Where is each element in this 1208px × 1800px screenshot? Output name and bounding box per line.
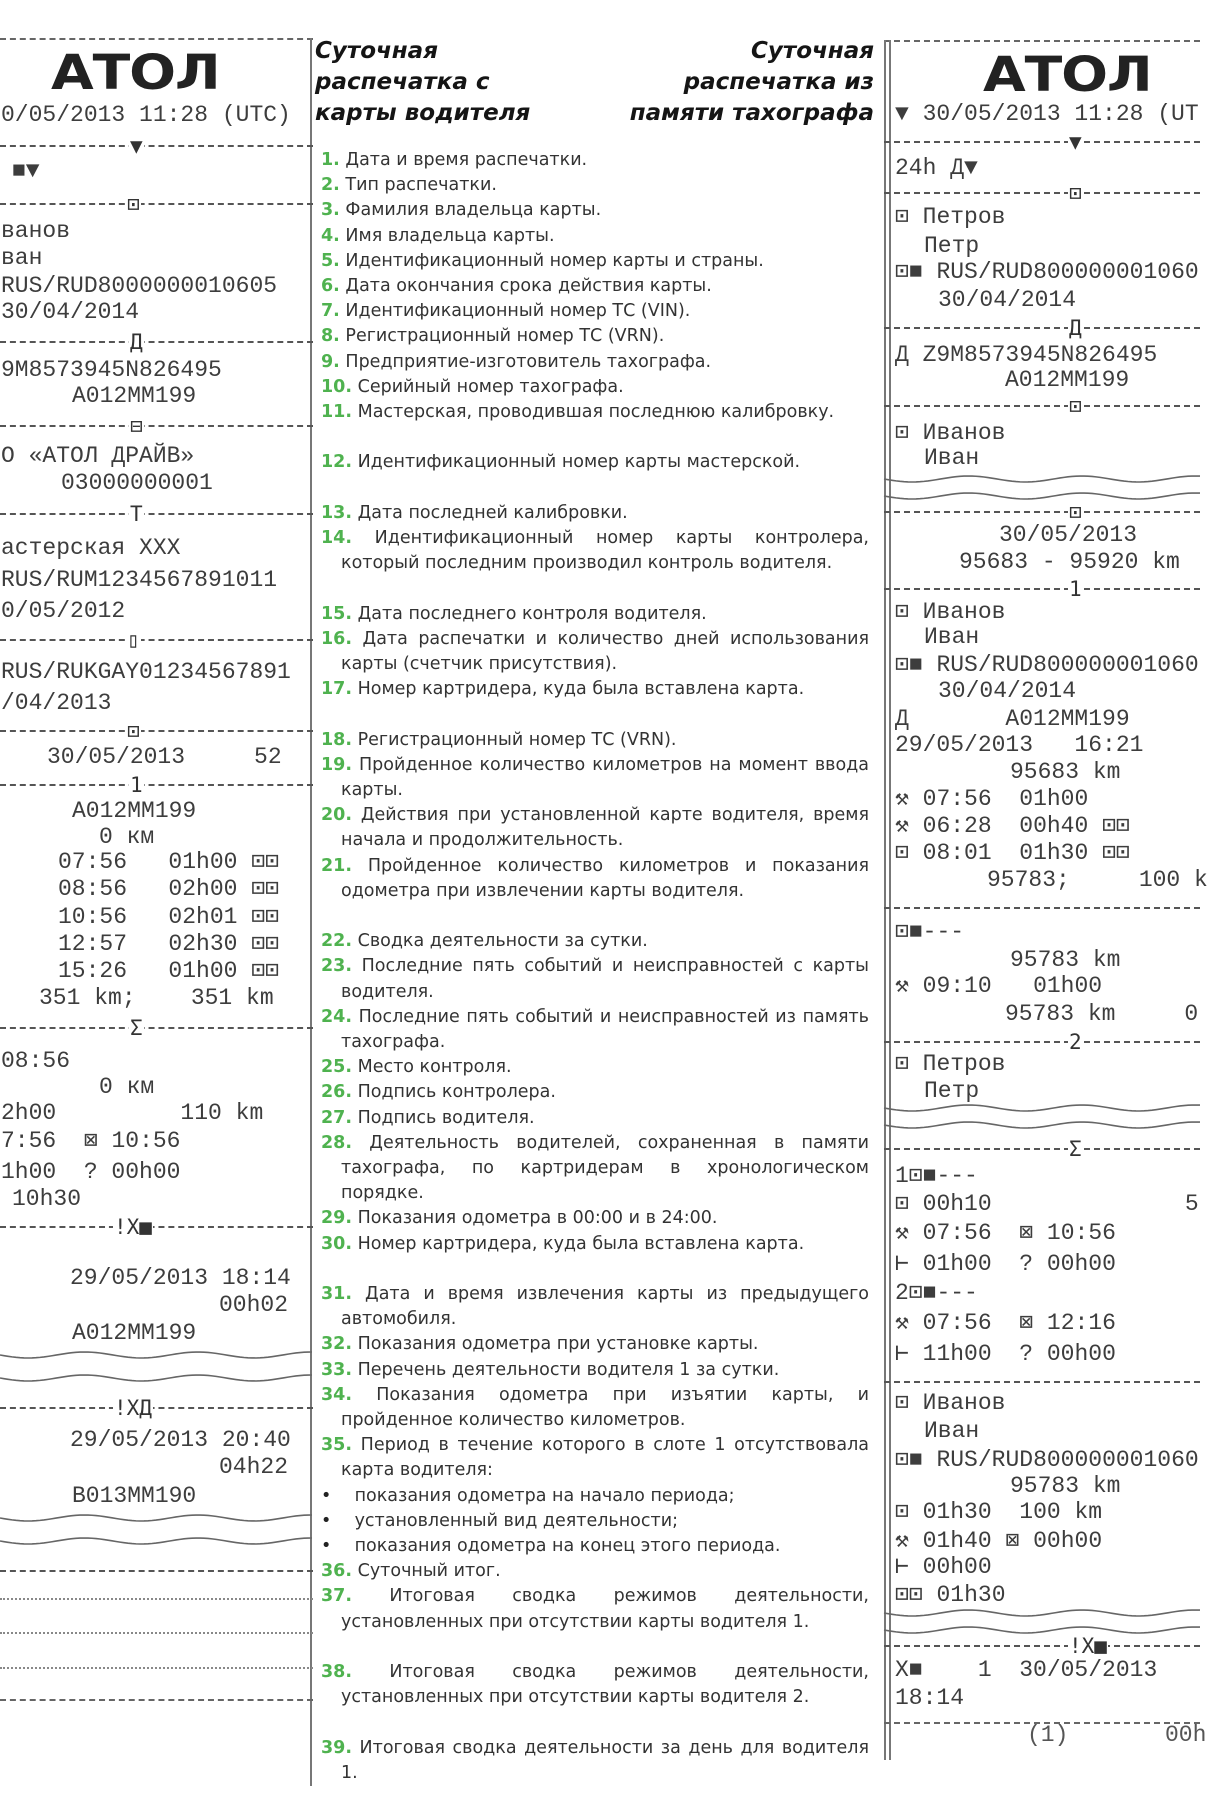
printout-line: 12:57 02h30 ⊡⊡ bbox=[58, 931, 279, 957]
printout-line: A012MM199 bbox=[72, 383, 197, 409]
legend-item bbox=[321, 1131, 869, 1207]
printout-line: 0/05/2012 bbox=[1, 598, 126, 624]
tear-edge bbox=[884, 40, 1200, 42]
section-separator bbox=[0, 134, 313, 158]
legend-item bbox=[321, 375, 869, 400]
legend-number: 28. bbox=[321, 1132, 353, 1153]
printout-line: ■▼ bbox=[12, 158, 40, 184]
tear-wave-line bbox=[884, 1120, 1200, 1130]
legend-text: Подпись контролера. bbox=[357, 1082, 556, 1103]
legend-item bbox=[321, 677, 869, 727]
legend-number: 22. bbox=[321, 931, 353, 952]
legend-item bbox=[321, 627, 869, 677]
legend-item bbox=[321, 1206, 869, 1231]
printout-line: 10:56 02h01 ⊡⊡ bbox=[58, 904, 279, 930]
section-separator bbox=[0, 1215, 313, 1239]
header-right-1: Суточная bbox=[751, 38, 874, 64]
legend-text: Показания одометра при изъятии карты, и пройденное количество километров. bbox=[341, 1384, 869, 1430]
legend-text: Деятельность водителей, сохраненная в памяти тахографа, по картридерам в хронологическом порядке. bbox=[341, 1132, 869, 1204]
section-symbol-icon: 1 bbox=[1069, 577, 1082, 601]
legend-number: 9. bbox=[321, 351, 340, 372]
legend-text: Последние пять событий и неисправностей с карты водителя. bbox=[341, 956, 869, 1002]
legend-number: 26. bbox=[321, 1082, 353, 1103]
printout-line: ⚒ 07:56 ⊠ 12:16 bbox=[895, 1310, 1116, 1336]
legend-text: Итоговая сводка режимов деятельности, установленных при отсутствии карты водителя 1. bbox=[341, 1586, 869, 1632]
printout-line: 24h Д▼ bbox=[895, 155, 978, 181]
printout-line: ⊡ 08:01 01h30 ⊡⊡ bbox=[895, 840, 1130, 866]
legend-item bbox=[321, 1282, 869, 1332]
legend-text: Итоговая сводка деятельности за день для водителя 1. bbox=[341, 1737, 869, 1783]
printout-line: 95683 - 95920 km bbox=[959, 549, 1180, 575]
legend-text: Показания одометра в 00:00 и в 24:00. bbox=[357, 1208, 718, 1229]
legend-item bbox=[321, 1584, 869, 1660]
legend-text: Регистрационный номер ТС (VRN). bbox=[357, 729, 677, 750]
legend-text: Суточный итог. bbox=[357, 1561, 501, 1582]
legend-text: Сводка деятельности за сутки. bbox=[357, 931, 648, 952]
legend-text: Идентификационный номер карты мастерской. bbox=[357, 452, 801, 473]
printout-line: ⚒ 06:28 00h40 ⊡⊡ bbox=[895, 813, 1130, 839]
tear-wave-line bbox=[884, 491, 1200, 501]
legend-item bbox=[321, 450, 869, 500]
legend-number: 5. bbox=[321, 250, 340, 271]
legend-item bbox=[321, 1005, 869, 1055]
legend-number: 31. bbox=[321, 1284, 353, 1304]
printout-line: 18:14 bbox=[895, 1685, 965, 1711]
legend-number: 17. bbox=[321, 679, 353, 700]
section-separator bbox=[884, 316, 1200, 340]
tear-wave-line bbox=[0, 1513, 313, 1523]
legend-item bbox=[321, 249, 869, 274]
section-separator bbox=[0, 502, 313, 526]
printout-line: 15:26 01h00 ⊡⊡ bbox=[58, 958, 279, 984]
printout-line: ⊡ Петров bbox=[895, 204, 1006, 230]
printout-line: 30/04/2014 bbox=[1, 299, 140, 325]
printout-line: ⊡■ RUS/RUD800000001060 bbox=[895, 1447, 1199, 1473]
section-symbol-icon: !XД bbox=[114, 1396, 152, 1420]
bullet-icon: • bbox=[321, 1485, 332, 1506]
legend-number: 39. bbox=[321, 1737, 353, 1758]
legend-number: 38. bbox=[321, 1662, 353, 1682]
printout-line: 08:56 bbox=[1, 1048, 71, 1074]
printout-line: 95783 km 0 bbox=[1005, 1001, 1199, 1027]
legend-item bbox=[321, 299, 869, 324]
section-symbol-icon: 2 bbox=[1069, 1030, 1082, 1054]
section-separator bbox=[884, 577, 1200, 601]
legend-number: 2. bbox=[321, 175, 340, 196]
printout-line: ⊡■--- bbox=[895, 919, 965, 945]
printout-line: Петр bbox=[924, 1078, 980, 1104]
legend-bullet bbox=[321, 1534, 869, 1559]
tear-wave-line bbox=[884, 1103, 1200, 1113]
tear-edge bbox=[0, 1699, 313, 1701]
legend-item bbox=[321, 1232, 869, 1282]
tachograph-daily-printout bbox=[884, 0, 1208, 1800]
section-separator bbox=[0, 414, 313, 438]
section-separator bbox=[0, 1016, 313, 1040]
legend-number: 29. bbox=[321, 1208, 353, 1229]
tear-edge bbox=[0, 38, 313, 40]
printout-line: ванов bbox=[1, 218, 71, 244]
signature-dotted-line bbox=[0, 1598, 313, 1600]
printout-line: 04h22 bbox=[219, 1454, 289, 1480]
section-symbol-icon: ⊡ bbox=[127, 192, 140, 216]
legend-text: Период в течение которого в слоте 1 отсутствовала карта водителя: bbox=[341, 1435, 869, 1481]
printout-line: 30/04/2014 bbox=[938, 287, 1077, 313]
legend-item bbox=[321, 173, 869, 198]
section-symbol-icon: ⊡ bbox=[127, 719, 140, 743]
printout-line: 0 км bbox=[99, 824, 155, 850]
legend-text: Пройденное количество километров на момент ввода карты. bbox=[341, 754, 869, 800]
divider bbox=[884, 907, 1200, 909]
aton-logo: АТОЛ bbox=[983, 47, 1152, 103]
tear-wave-line bbox=[884, 474, 1200, 484]
printout-line: О «АТОЛ ДРАЙВ» bbox=[1, 443, 195, 469]
printout-line: 1h00 ? 00h00 bbox=[1, 1159, 181, 1185]
legend-item bbox=[321, 501, 869, 526]
legend-text: Номер картридера, куда была вставлена карта. bbox=[357, 1233, 805, 1254]
section-separator bbox=[0, 628, 313, 652]
printout-line: RUS/RUD8000000010605 bbox=[1, 273, 278, 299]
printout-line: B013MM190 bbox=[72, 1483, 197, 1509]
printout-line: ⊡ 01h30 100 km bbox=[895, 1499, 1103, 1525]
legend-number: 12. bbox=[321, 452, 353, 473]
legend-text: Номер картридера, куда была вставлена карта. bbox=[357, 679, 805, 700]
printout-line: RUS/RUM1234567891011 bbox=[1, 567, 278, 593]
printout-line: 29/05/2013 18:14 bbox=[70, 1265, 291, 1291]
printout-line: Д A012MM199 bbox=[895, 706, 1130, 732]
legend-text: показания одометра на конец этого периода. bbox=[354, 1536, 781, 1556]
legend-text: Дата последнего контроля водителя. bbox=[357, 603, 707, 624]
legend-item bbox=[321, 1559, 869, 1584]
printout-line: 95783 km bbox=[1010, 1473, 1121, 1499]
section-separator bbox=[0, 773, 313, 797]
printout-line: ⊢ 11h00 ? 00h00 bbox=[895, 1341, 1116, 1367]
header-left-3: карты водителя bbox=[315, 100, 531, 126]
printout-line: 7:56 ⊠ 10:56 bbox=[1, 1128, 181, 1154]
legend-text: Предприятие-изготовитель тахографа. bbox=[345, 351, 712, 372]
printout-line: ⚒ 07:56 ⊠ 10:56 bbox=[895, 1220, 1116, 1246]
tear-wave-line bbox=[0, 1536, 313, 1546]
section-symbol-icon: Σ bbox=[1069, 1137, 1082, 1161]
section-symbol-icon: Д bbox=[1069, 316, 1082, 340]
signature-dotted-line bbox=[0, 1632, 313, 1634]
column-divider bbox=[889, 40, 891, 1760]
printout-line: ▼ 30/05/2013 11:28 (UT bbox=[895, 101, 1199, 127]
printout-line: 30/05/2013 52 bbox=[47, 744, 282, 770]
legend-item bbox=[321, 1383, 869, 1433]
legend-number: 33. bbox=[321, 1359, 353, 1380]
legend-number: 21. bbox=[321, 855, 353, 876]
printout-line: ⊢ 01h00 ? 00h00 bbox=[895, 1251, 1116, 1277]
legend-number: 20. bbox=[321, 805, 353, 826]
printout-line: Петр bbox=[924, 233, 980, 259]
section-symbol-icon: !X■ bbox=[114, 1215, 152, 1239]
legend-number: 34. bbox=[321, 1384, 353, 1405]
printout-line: ⊡ Петров bbox=[895, 1051, 1006, 1077]
legend-item bbox=[321, 1332, 869, 1357]
signature-dotted-line bbox=[0, 1667, 313, 1669]
legend-item bbox=[321, 224, 869, 249]
legend-item bbox=[321, 854, 869, 930]
legend-number: 14. bbox=[321, 528, 353, 548]
legend-text: Дата и время извлечения карты из предыдущего автомобиля. bbox=[341, 1284, 869, 1330]
printout-line: A012MM199 bbox=[1005, 367, 1130, 393]
legend-item bbox=[321, 929, 869, 954]
legend-item bbox=[321, 274, 869, 299]
legend-number: 18. bbox=[321, 729, 353, 750]
printout-line: 95783 km bbox=[1010, 947, 1121, 973]
section-separator bbox=[884, 1030, 1200, 1054]
legend-number: 1. bbox=[321, 150, 340, 170]
legend-item bbox=[321, 1433, 869, 1483]
section-symbol-icon: ⊟ bbox=[130, 414, 143, 438]
legend-item bbox=[321, 728, 869, 753]
printout-line: 29/05/2013 16:21 bbox=[895, 732, 1144, 758]
printout-line: Иван bbox=[924, 624, 980, 650]
legend-item bbox=[321, 753, 869, 803]
printout-line: ⊡■ RUS/RUD800000001060 bbox=[895, 259, 1199, 285]
bullet-icon: • bbox=[321, 1536, 332, 1556]
header-left-2: распечатка с bbox=[315, 69, 490, 95]
legend-number: 32. bbox=[321, 1334, 353, 1355]
legend-number: 16. bbox=[321, 628, 353, 649]
legend-item bbox=[321, 198, 869, 223]
legend-bullet bbox=[321, 1509, 869, 1534]
section-symbol-icon: Д bbox=[130, 330, 143, 354]
legend-number: 11. bbox=[321, 402, 353, 422]
legend-item bbox=[321, 1055, 869, 1080]
legend-text: Последние пять событий и неисправностей из память тахографа. bbox=[341, 1006, 869, 1052]
tear-wave-line bbox=[0, 1350, 313, 1360]
legend-number: 27. bbox=[321, 1107, 353, 1128]
printout-line: 00h02 bbox=[219, 1292, 289, 1318]
legend-item bbox=[321, 954, 869, 1004]
printout-line: ⊡■ RUS/RUD800000001060 bbox=[895, 652, 1199, 678]
legend-text: Итоговая сводка режимов деятельности, установленных при отсутствии карты водителя 2. bbox=[341, 1662, 869, 1708]
legend-item bbox=[321, 803, 869, 853]
card-daily-printout bbox=[0, 0, 313, 1800]
legend-text: Дата последней калибровки. bbox=[357, 502, 628, 523]
printout-line: 351 km; 351 km bbox=[39, 985, 274, 1011]
section-symbol-icon: ⊡ bbox=[1069, 181, 1082, 205]
printout-line: ⊡ 00h10 5 bbox=[895, 1191, 1199, 1217]
printout-line: 95683 km bbox=[1010, 759, 1121, 785]
section-symbol-icon: ⊡ bbox=[1069, 500, 1082, 524]
printout-line: 2h00 110 km bbox=[1, 1100, 264, 1126]
printout-line: ⊢ 00h00 bbox=[895, 1554, 992, 1580]
printout-line: X■ 1 30/05/2013 bbox=[895, 1657, 1158, 1683]
footer-slot: (1) bbox=[1027, 1722, 1069, 1748]
printout-line: Д Z9M8573945N826495 bbox=[895, 342, 1158, 368]
legend-number: 25. bbox=[321, 1057, 353, 1078]
legend-bullet bbox=[321, 1484, 869, 1509]
legend-text: Место контроля. bbox=[357, 1057, 512, 1078]
section-separator bbox=[884, 130, 1200, 154]
legend-text: Дата распечатки и количество дней использования карты (счетчик присутствия). bbox=[341, 628, 869, 674]
divider bbox=[0, 1570, 313, 1572]
tear-wave-line bbox=[884, 1608, 1200, 1618]
legend-text: Идентификационный номер карты контролера, который последним производил контроль водителя. bbox=[341, 528, 869, 574]
printout-line: /04/2013 bbox=[1, 690, 112, 716]
header-left-1: Суточная bbox=[315, 38, 438, 64]
section-separator bbox=[0, 330, 313, 354]
divider bbox=[884, 1381, 1200, 1383]
printout-line: 07:56 01h00 ⊡⊡ bbox=[58, 849, 279, 875]
printout-line: 08:56 02h00 ⊡⊡ bbox=[58, 876, 279, 902]
printout-line: ⊡ Иванов bbox=[895, 1390, 1006, 1416]
printout-line: ⚒ 07:56 01h00 bbox=[895, 786, 1089, 812]
section-separator bbox=[884, 1137, 1200, 1161]
legend-text: Регистрационный номер ТС (VRN). bbox=[345, 326, 665, 347]
printout-line: ⊡ Иванов bbox=[895, 420, 1006, 446]
printout-line: 9M8573945N826495 bbox=[1, 357, 222, 383]
legend-number: 3. bbox=[321, 200, 340, 221]
printout-line: 0 км bbox=[99, 1074, 155, 1100]
bullet-icon: • bbox=[321, 1510, 332, 1531]
legend-number: 35. bbox=[321, 1435, 353, 1456]
column-divider bbox=[310, 38, 312, 1786]
section-separator bbox=[0, 1396, 313, 1420]
legend-item bbox=[321, 1660, 869, 1736]
legend-number: 7. bbox=[321, 301, 340, 322]
legend-text: Перечень деятельности водителя 1 за сутки. bbox=[357, 1359, 780, 1380]
section-symbol-icon: ▼ bbox=[1069, 130, 1082, 154]
legend-item bbox=[321, 526, 869, 602]
legend-number: 6. bbox=[321, 276, 340, 296]
section-symbol-icon: ⊡ bbox=[1069, 394, 1082, 418]
printout-line: A012MM199 bbox=[72, 798, 197, 824]
legend-text: Дата и время распечатки. bbox=[345, 150, 588, 170]
legend-number: 8. bbox=[321, 326, 340, 347]
section-separator bbox=[884, 500, 1200, 524]
legend-item bbox=[321, 1106, 869, 1131]
legend-item bbox=[321, 148, 869, 173]
legend-item bbox=[321, 350, 869, 375]
printout-line: ⚒ 09:10 01h00 bbox=[895, 973, 1103, 999]
printout-line: 30/04/2014 bbox=[938, 678, 1077, 704]
section-separator bbox=[0, 719, 313, 743]
printout-line: 0/05/2013 11:28 (UTC) bbox=[1, 102, 291, 128]
printout-line: A012MM199 bbox=[72, 1320, 197, 1346]
printout-line: ⊡ Иванов bbox=[895, 599, 1006, 625]
tear-wave-line bbox=[884, 1625, 1200, 1635]
legend-number: 4. bbox=[321, 225, 340, 246]
legend-number: 10. bbox=[321, 376, 353, 397]
column-divider bbox=[884, 40, 886, 1760]
printout-line: 29/05/2013 20:40 bbox=[70, 1427, 291, 1453]
legend-number: 15. bbox=[321, 603, 353, 624]
printout-line: 95783; 100 k bbox=[987, 867, 1208, 893]
printout-line: астерская XXX bbox=[1, 535, 181, 561]
legend-item bbox=[321, 400, 869, 450]
legend-item bbox=[321, 1358, 869, 1383]
legend-text: Подпись водителя. bbox=[357, 1107, 535, 1128]
printout-line: 03000000001 bbox=[61, 470, 213, 496]
legend-text: Пройденное количество километров и показания одометра при извлечении карты водителя. bbox=[341, 855, 869, 901]
section-separator bbox=[884, 394, 1200, 418]
printout-line: ⊡⊡ 01h30 bbox=[895, 1582, 1006, 1608]
legend-text: установленный вид деятельности; bbox=[354, 1510, 678, 1531]
legend-text: Серийный номер тахографа. bbox=[357, 376, 624, 397]
printout-line: Иван bbox=[924, 445, 980, 471]
printout-line: 30/05/2013 bbox=[999, 522, 1138, 548]
legend-number: 36. bbox=[321, 1561, 353, 1582]
legend-item bbox=[321, 324, 869, 349]
legend-text: Действия при установленной карте водителя, время начала и продолжительность. bbox=[341, 805, 869, 851]
section-symbol-icon: ▼ bbox=[130, 134, 143, 158]
legend-column bbox=[313, 0, 884, 1800]
printout-line: ⚒ 01h40 ⊠ 00h00 bbox=[895, 1528, 1103, 1554]
tear-edge bbox=[884, 1722, 1200, 1724]
legend-number: 23. bbox=[321, 956, 353, 977]
legend-number: 37. bbox=[321, 1586, 353, 1607]
section-separator bbox=[884, 1634, 1200, 1658]
legend-number: 19. bbox=[321, 754, 353, 775]
legend-number: 30. bbox=[321, 1233, 353, 1254]
legend-text: Идентификационный номер ТС (VIN). bbox=[345, 301, 691, 322]
section-symbol-icon: !X■ bbox=[1069, 1634, 1107, 1658]
legend-number: 24. bbox=[321, 1006, 353, 1027]
legend-text: Дата окончания срока действия карты. bbox=[345, 276, 712, 296]
printout-line: RUS/RUKGAY01234567891 bbox=[1, 659, 291, 685]
section-symbol-icon: 1 bbox=[130, 773, 143, 797]
section-symbol-icon: Σ bbox=[130, 1016, 143, 1040]
aton-logo: АТОЛ bbox=[51, 45, 220, 101]
tear-wave-line bbox=[0, 1373, 313, 1383]
legend-number: 13. bbox=[321, 502, 353, 523]
header-right-3: памяти тахографа bbox=[629, 100, 874, 126]
printout-line: Иван bbox=[924, 1418, 980, 1444]
legend-text: показания одометра на начало периода; bbox=[354, 1485, 735, 1506]
printout-line: 1⊡■--- bbox=[895, 1163, 978, 1189]
footer-duration: 00h bbox=[1165, 1722, 1207, 1748]
legend-text: Показания одометра при установке карты. bbox=[357, 1334, 759, 1355]
legend-text: Тип распечатки. bbox=[345, 175, 497, 196]
legend-text: Идентификационный номер карты и страны. bbox=[345, 250, 764, 271]
legend-text: Мастерская, проводившая последнюю калибровку. bbox=[357, 402, 835, 422]
section-separator bbox=[0, 192, 313, 216]
legend-item bbox=[321, 1736, 869, 1786]
printout-line: ван bbox=[1, 245, 43, 271]
section-separator bbox=[884, 181, 1200, 205]
header-right-2: распечатка из bbox=[683, 69, 874, 95]
section-symbol-icon: T bbox=[130, 502, 143, 526]
legend-item bbox=[321, 602, 869, 627]
legend-item bbox=[321, 1080, 869, 1105]
printout-line: 10h30 bbox=[12, 1186, 82, 1212]
legend-text: Фамилия владельца карты. bbox=[345, 200, 602, 221]
printout-line: 2⊡■--- bbox=[895, 1280, 978, 1306]
legend-text: Имя владельца карты. bbox=[345, 225, 555, 246]
section-symbol-icon: ▯ bbox=[127, 628, 140, 652]
